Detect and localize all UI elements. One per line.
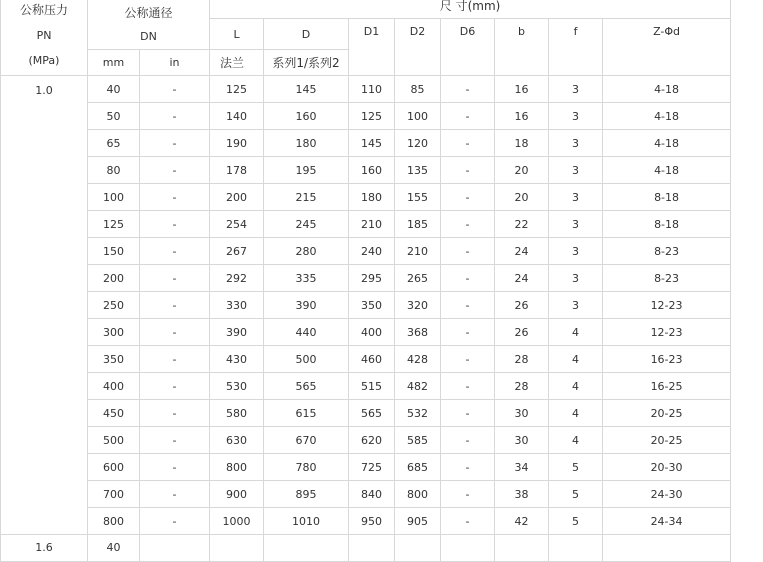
cell-in: - [140, 508, 210, 535]
cell-in: - [140, 292, 210, 319]
cell-L: 580 [210, 400, 264, 427]
cell-D2 [395, 535, 441, 562]
cell-D: 780 [264, 454, 349, 481]
cell-in: - [140, 103, 210, 130]
col-b-header: b [495, 19, 549, 76]
cell-b: 22 [495, 211, 549, 238]
cell-mm: 50 [88, 103, 140, 130]
cell-Z: 12-23 [603, 319, 731, 346]
table-row [1, 292, 731, 319]
col-in-header: in [140, 50, 210, 76]
table-row [1, 454, 731, 481]
cell-b: 18 [495, 130, 549, 157]
cell-D6 [441, 535, 495, 562]
cell-L: 292 [210, 265, 264, 292]
cell-D2: 85 [395, 76, 441, 103]
cell-in: - [140, 373, 210, 400]
cell-mm: 250 [88, 292, 140, 319]
cell-D6: - [441, 454, 495, 481]
cell-in: - [140, 157, 210, 184]
cell-in: - [140, 319, 210, 346]
cell-in: - [140, 76, 210, 103]
cell-mm: 150 [88, 238, 140, 265]
cell-f: 3 [549, 238, 603, 265]
cell-f: 3 [549, 130, 603, 157]
cell-b: 26 [495, 319, 549, 346]
cell-D: 670 [264, 427, 349, 454]
cell-Z: 16-25 [603, 373, 731, 400]
cell-D: 215 [264, 184, 349, 211]
cell-D1: 950 [349, 508, 395, 535]
cell-f: 4 [549, 400, 603, 427]
cell-b: 28 [495, 373, 549, 400]
cell-b: 42 [495, 508, 549, 535]
cell-D6: - [441, 481, 495, 508]
cell-in: - [140, 130, 210, 157]
cell-in: - [140, 400, 210, 427]
cell-f: 4 [549, 346, 603, 373]
cell-L [210, 535, 264, 562]
pressure-value: 1.0 [1, 76, 88, 535]
cell-Z [603, 535, 731, 562]
cell-mm: 200 [88, 265, 140, 292]
cell-mm: 700 [88, 481, 140, 508]
cell-f: 5 [549, 454, 603, 481]
cell-in: - [140, 427, 210, 454]
cell-Z: 8-23 [603, 238, 731, 265]
cell-L: 190 [210, 130, 264, 157]
table-body [1, 76, 731, 562]
cell-f: 3 [549, 184, 603, 211]
cell-D2: 585 [395, 427, 441, 454]
cell-L: 125 [210, 76, 264, 103]
cell-Z: 4-18 [603, 157, 731, 184]
cell-b: 24 [495, 238, 549, 265]
cell-D1: 160 [349, 157, 395, 184]
cell-D2: 482 [395, 373, 441, 400]
cell-in: - [140, 481, 210, 508]
cell-in: - [140, 346, 210, 373]
cell-L: 630 [210, 427, 264, 454]
cell-b: 20 [495, 184, 549, 211]
cell-mm: 65 [88, 130, 140, 157]
cell-D: 160 [264, 103, 349, 130]
cell-b [495, 535, 549, 562]
cell-b: 16 [495, 76, 549, 103]
cell-D: 280 [264, 238, 349, 265]
table-row [1, 130, 731, 157]
cell-L: 140 [210, 103, 264, 130]
cell-in: - [140, 211, 210, 238]
col-D-header: D [264, 19, 349, 50]
cell-f: 3 [549, 76, 603, 103]
cell-D: 180 [264, 130, 349, 157]
table-row [1, 373, 731, 400]
cell-Z: 20-25 [603, 400, 731, 427]
cell-D6: - [441, 292, 495, 319]
cell-D2: 320 [395, 292, 441, 319]
cell-D1: 110 [349, 76, 395, 103]
cell-D1: 240 [349, 238, 395, 265]
cell-mm: 80 [88, 157, 140, 184]
cell-mm: 500 [88, 427, 140, 454]
cell-D: 335 [264, 265, 349, 292]
cell-D1: 210 [349, 211, 395, 238]
cell-L: 178 [210, 157, 264, 184]
cell-L: 800 [210, 454, 264, 481]
cell-Z: 12-23 [603, 292, 731, 319]
cell-f: 3 [549, 103, 603, 130]
cell-L: 390 [210, 319, 264, 346]
col-D6-header: D6 [441, 19, 495, 76]
cell-L: 254 [210, 211, 264, 238]
cell-mm: 300 [88, 319, 140, 346]
cell-D: 615 [264, 400, 349, 427]
cell-D1: 180 [349, 184, 395, 211]
cell-Z: 4-18 [603, 103, 731, 130]
cell-f: 4 [549, 427, 603, 454]
cell-Z: 8-18 [603, 184, 731, 211]
nominal-symbol: DN [140, 30, 157, 43]
pressure-title: 公称压力 [19, 3, 68, 17]
cell-b: 38 [495, 481, 549, 508]
table-row [1, 427, 731, 454]
cell-D: 145 [264, 76, 349, 103]
cell-D6: - [441, 130, 495, 157]
cell-D2: 800 [395, 481, 441, 508]
col-mm-header: mm [88, 50, 140, 76]
cell-Z: 24-34 [603, 508, 731, 535]
cell-D6: - [441, 508, 495, 535]
col-L-subheader: 法兰 [210, 50, 264, 76]
cell-b: 28 [495, 346, 549, 373]
cell-b: 34 [495, 454, 549, 481]
cell-D6: - [441, 400, 495, 427]
nominal-diameter-header [88, 0, 210, 50]
table-row [1, 103, 731, 130]
col-D-subheader: 系列1/系列2 [264, 50, 349, 76]
cell-D2: 905 [395, 508, 441, 535]
col-L-header: L [210, 19, 264, 50]
cell-D6: - [441, 238, 495, 265]
cell-mm: 125 [88, 211, 140, 238]
cell-in: - [140, 184, 210, 211]
cell-D2: 135 [395, 157, 441, 184]
cell-D1: 145 [349, 130, 395, 157]
cell-Z: 4-18 [603, 76, 731, 103]
cell-D2: 185 [395, 211, 441, 238]
cell-f: 5 [549, 481, 603, 508]
cell-b: 16 [495, 103, 549, 130]
cell-in: - [140, 454, 210, 481]
cell-D1: 620 [349, 427, 395, 454]
cell-D1: 400 [349, 319, 395, 346]
cell-mm: 100 [88, 184, 140, 211]
cell-D2: 428 [395, 346, 441, 373]
cell-f [549, 535, 603, 562]
pressure-header [1, 0, 88, 76]
cell-D1: 295 [349, 265, 395, 292]
table-row [1, 508, 731, 535]
cell-D6: - [441, 157, 495, 184]
cell-D: 565 [264, 373, 349, 400]
cell-D6: - [441, 265, 495, 292]
cell-mm: 40 [88, 535, 140, 562]
cell-L: 900 [210, 481, 264, 508]
cell-D1: 350 [349, 292, 395, 319]
cell-f: 3 [549, 265, 603, 292]
table-row [1, 400, 731, 427]
cell-D1: 515 [349, 373, 395, 400]
cell-D: 895 [264, 481, 349, 508]
pressure-value: 1.6 [1, 535, 88, 562]
cell-D [264, 535, 349, 562]
cell-Z: 16-23 [603, 346, 731, 373]
cell-Z: 20-25 [603, 427, 731, 454]
table-row [1, 238, 731, 265]
table-row [1, 346, 731, 373]
cell-D: 1010 [264, 508, 349, 535]
cell-D1 [349, 535, 395, 562]
cell-L: 267 [210, 238, 264, 265]
cell-D: 500 [264, 346, 349, 373]
cell-D6: - [441, 76, 495, 103]
table-row [1, 319, 731, 346]
cell-D1: 840 [349, 481, 395, 508]
cell-D2: 532 [395, 400, 441, 427]
cell-Z: 24-30 [603, 481, 731, 508]
cell-b: 30 [495, 400, 549, 427]
cell-Z: 8-23 [603, 265, 731, 292]
table-row [1, 535, 731, 562]
cell-D2: 155 [395, 184, 441, 211]
col-f-header: f [549, 19, 603, 76]
cell-D6: - [441, 373, 495, 400]
cell-D6: - [441, 319, 495, 346]
cell-D6: - [441, 184, 495, 211]
cell-D6: - [441, 346, 495, 373]
cell-mm: 800 [88, 508, 140, 535]
cell-D2: 120 [395, 130, 441, 157]
cell-D1: 125 [349, 103, 395, 130]
table-row [1, 76, 731, 103]
cell-D2: 265 [395, 265, 441, 292]
cell-D: 390 [264, 292, 349, 319]
nominal-title: 公称通径 [124, 6, 173, 20]
table-row [1, 211, 731, 238]
cell-b: 30 [495, 427, 549, 454]
dimension-header: 尺 寸(mm) [210, 0, 731, 19]
cell-mm: 400 [88, 373, 140, 400]
pressure-symbol: PN [36, 29, 52, 42]
cell-D1: 565 [349, 400, 395, 427]
cell-f: 4 [549, 373, 603, 400]
cell-in: - [140, 265, 210, 292]
cell-in [140, 535, 210, 562]
cell-b: 26 [495, 292, 549, 319]
cell-D6: - [441, 427, 495, 454]
cell-f: 3 [549, 292, 603, 319]
cell-D1: 725 [349, 454, 395, 481]
cell-b: 24 [495, 265, 549, 292]
col-D2-header: D2 [395, 19, 441, 76]
cell-f: 3 [549, 211, 603, 238]
cell-L: 1000 [210, 508, 264, 535]
cell-D2: 368 [395, 319, 441, 346]
table-row [1, 265, 731, 292]
cell-in: - [140, 238, 210, 265]
col-Z-header: Z-Φd [603, 19, 731, 76]
cell-Z: 20-30 [603, 454, 731, 481]
col-D1-header: D1 [349, 19, 395, 76]
cell-mm: 450 [88, 400, 140, 427]
cell-mm: 600 [88, 454, 140, 481]
cell-Z: 4-18 [603, 130, 731, 157]
cell-D2: 685 [395, 454, 441, 481]
cell-f: 3 [549, 157, 603, 184]
cell-L: 430 [210, 346, 264, 373]
cell-D6: - [441, 103, 495, 130]
table-row [1, 481, 731, 508]
cell-D: 195 [264, 157, 349, 184]
cell-D: 245 [264, 211, 349, 238]
cell-D2: 210 [395, 238, 441, 265]
cell-mm: 40 [88, 76, 140, 103]
cell-D6: - [441, 211, 495, 238]
table-row [1, 157, 731, 184]
table-row [1, 184, 731, 211]
cell-D1: 460 [349, 346, 395, 373]
cell-Z: 8-18 [603, 211, 731, 238]
cell-mm: 350 [88, 346, 140, 373]
cell-f: 4 [549, 319, 603, 346]
cell-L: 330 [210, 292, 264, 319]
pressure-unit: (MPa) [28, 54, 60, 67]
cell-f: 5 [549, 508, 603, 535]
cell-D: 440 [264, 319, 349, 346]
cell-b: 20 [495, 157, 549, 184]
cell-D2: 100 [395, 103, 441, 130]
cell-L: 530 [210, 373, 264, 400]
cell-L: 200 [210, 184, 264, 211]
